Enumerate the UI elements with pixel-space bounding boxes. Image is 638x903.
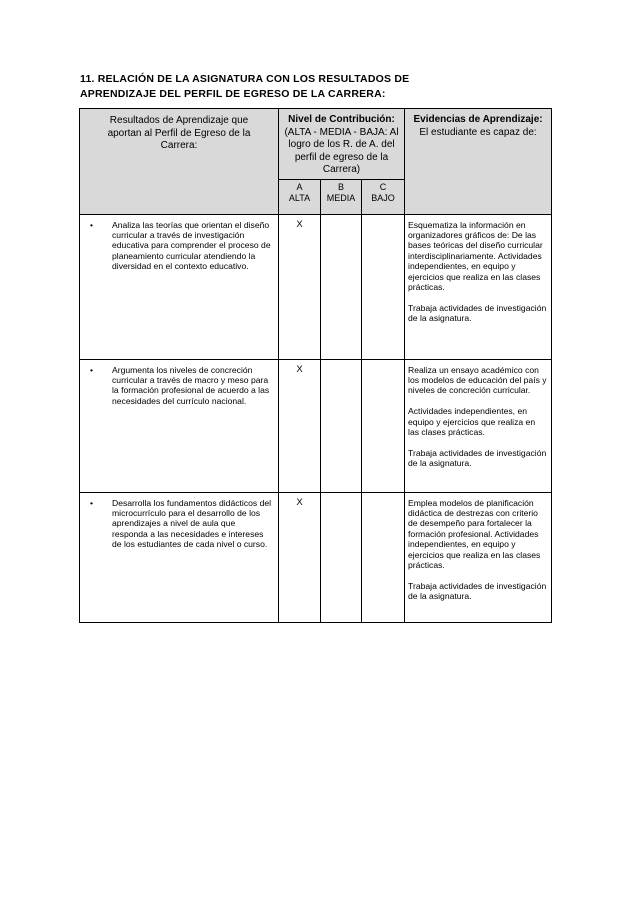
section-heading-line-2: APRENDIZAJE DEL PERFIL DE EGRESO DE LA CARRERA:	[80, 88, 386, 100]
alta-cell: X	[279, 214, 321, 359]
resultado-text: Argumenta los niveles de concreción curricular a través de macro y meso para la formación profesional de acuerdo a las necesidades del currículo nacional.	[112, 364, 270, 406]
evidencias-cell	[405, 214, 552, 359]
level-letter: C	[379, 181, 387, 192]
bullet: •	[90, 364, 94, 375]
evidencia-paragraph: Actividades independientes, en equipo y ejercicios que realiza en las clases prácticas.	[408, 406, 536, 437]
resultado-cell	[80, 359, 279, 492]
header-resultados: Resultados de Aprendizaje que aportan al Perfil de Egreso de la Carrera:	[80, 109, 279, 215]
section-heading	[80, 72, 560, 102]
header-level-bajo	[362, 179, 405, 214]
learning-outcomes-table	[79, 108, 552, 623]
resultado-cell	[80, 214, 279, 359]
table-row	[80, 214, 552, 359]
level-letter: A	[296, 181, 303, 192]
evidencia-paragraph: Emplea modelos de planificación didáctica de destrezas con criterio de desempeño para fortalecer la formación profesional. Actividades independientes, en equipo y ejercicios que realiza en las clases prácticas.	[408, 497, 541, 570]
evidencia-paragraph: Realiza un ensayo académico con los modelos de educación del país y niveles de concreción curricular.	[408, 364, 547, 396]
bullet: •	[90, 219, 94, 230]
alta-cell: X	[279, 492, 321, 622]
evidencia-paragraph: Trabaja actividades de investigación de la asignatura.	[408, 302, 547, 324]
table-row	[80, 359, 552, 492]
section-heading-line-1: 11. RELACIÓN DE LA ASIGNATURA CON LOS RESULTADOS DE	[80, 73, 410, 85]
evidencia-paragraph: Trabaja actividades de investigación de la asignatura.	[408, 580, 547, 602]
bajo-cell	[362, 359, 405, 492]
resultado-cell	[80, 492, 279, 622]
header-evidencias-sub: El estudiante es capaz de:	[419, 126, 537, 138]
alta-cell: X	[279, 359, 321, 492]
header-nivel-desc: (ALTA - MEDIA - BAJA: Al logro de los R. de A. del perfil de egreso de la Carrera)	[284, 126, 399, 175]
table-row	[80, 492, 552, 622]
header-nivel	[279, 109, 405, 180]
media-cell	[321, 492, 362, 622]
resultado-text: Desarrolla los fundamentos didácticos del microcurrículo para el desarrollo de los aprendizajes a nivel de aula que responda a las necesidades e intereses de los estudiantes de cada nivel o curso.	[112, 497, 272, 550]
header-level-alta	[279, 179, 321, 214]
header-evidencias	[405, 109, 552, 215]
evidencias-cell	[405, 492, 552, 622]
header-nivel-title: Nivel de Contribución:	[288, 114, 395, 125]
evidencia-paragraph: Trabaja actividades de investigación de la asignatura.	[408, 447, 547, 469]
evidencia-paragraph: Esquematiza la información en organizadores gráficos de: De las bases teóricas del diseño curricular interdisciplinariamente. Actividades independientes, en equipo y ejercicios que realiza en las clases prácticas.	[408, 219, 543, 292]
level-letter: B	[337, 181, 344, 192]
level-label: ALTA	[288, 193, 311, 203]
bajo-cell	[362, 492, 405, 622]
media-cell	[321, 359, 362, 492]
bullet: •	[90, 497, 94, 508]
bajo-cell	[362, 214, 405, 359]
header-level-media	[321, 179, 362, 214]
resultado-text: Analiza las teorías que orientan el diseño curricular a través de investigación educativa para comprender el proceso de planeamiento curricular atendiendo la diversidad en el contexto educativo.	[112, 219, 271, 272]
media-cell	[321, 214, 362, 359]
level-label: BAJO	[371, 193, 395, 203]
level-label: MEDIA	[326, 193, 356, 203]
evidencias-cell	[405, 359, 552, 492]
header-evidencias-title: Evidencias de Aprendizaje:	[413, 114, 543, 125]
